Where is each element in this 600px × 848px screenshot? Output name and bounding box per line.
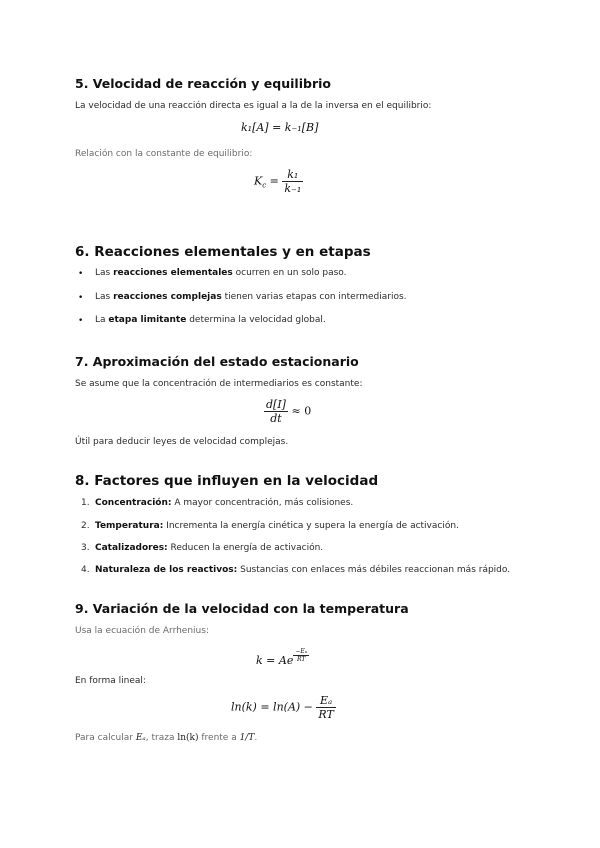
kc-symbol: K [254,174,263,188]
activation-energy-note: Para calcular Eₐ, traza ln(k) frente a 1/T. [75,733,258,743]
linear-lhs: ln(k) = ln(A) − [231,700,313,714]
linear-arrhenius-equation [231,694,336,721]
kc-equation: $K_c$ = $\frac{\text{k₁}}{\text{k₋₁}}$ [254,168,302,195]
arrhenius-equation [256,648,309,667]
steady-state-rhs: ≈ 0 [291,404,312,418]
equilibrium-rate-equation: k₁[A] = k₋₁[B] [241,121,319,134]
kc-denominator: k₋₁ [284,182,302,195]
steady-state-fraction [264,398,288,425]
arrhenius-lhs: k = Ae [256,654,294,667]
document-page: 5. Velocidad de reacción y equilibrio La velocidad de una reacción directa es igual a la de la inversa en el equilibrio: k₁[A] = k₋₁[B] Relación con la constante de equilibrio: $K_c$ = $\frac{\text{k₁}}{\text{k₋₁}}$ 6. Reacciones elementales y en etapas • Las reacciones elementales ocurren en un solo paso. • Las reacciones complejas tienen varias etapas con intermediarios. • La etapa limitante determina la velocidad global. 7. Aproximación del estado estacionario Se asume que la concentración de intermediarios es constante: $\frac{d[I]}{dt}$ ≈ 0 Útil para deducir leyes de velocidad complejas. 8. Factores que influyen en la velocidad 1. Concentración: A mayor concentración, más colisiones. 2. Temperatura: Incrementa la energía cinética y supera la energía de activación. 3. Catalizadores: Reducen la energía de activación. 4. Naturaleza de los reactivos: Sustancias con enlaces más débiles reaccionan más rápido. 9. Variación de la velocidad con la temperatura Usa la ecuación de Arrhenius: k = Ae $^{\frac{\text{−Eₐ}}{RT}}$ En forma lineal: ln(k) = ln(A) − $\frac{\text{Eₐ}}{RT}$ Para calcular Eₐ, traza ln(k) frente a 1/T. [75,76,511,743]
linear-denominator: RT [318,708,334,721]
steady-state-numerator: d[I] [266,398,286,411]
steady-state-denominator: dt [270,412,282,425]
steady-state-equation [264,398,311,425]
section-9-heading: 9. Variación de la velocidad con la temperatura [75,601,409,616]
arrhenius-exponent: −Eₐ RT [295,648,308,663]
linear-form-label: En forma lineal: [75,676,146,686]
section-7-note: Útil para deducir leyes de velocidad complejas. [75,437,289,447]
bullet-icon: • [78,316,84,326]
linear-fraction [316,694,335,721]
section-9-intro: Usa la ecuación de Arrhenius: [75,626,209,636]
kc-numerator: k₁ [282,168,303,182]
kc-fraction [282,168,303,195]
section-8-heading: 8. Factores que influyen en la velocidad [75,473,379,489]
section-7-heading: 7. Aproximación del estado estacionario [75,354,359,369]
bullet-icon: • [78,293,84,303]
section-6-heading: 6. Reacciones elementales y en etapas [75,244,371,260]
section-5-intro: La velocidad de una reacción directa es igual a la de la inversa en el equilibrio: [75,101,432,111]
section-7-intro: Se asume que la concentración de intermediarios es constante: [75,379,363,389]
linear-numerator: Eₐ [316,694,335,708]
kc-subscript: c [262,181,267,190]
section-5-heading: 5. Velocidad de reacción y equilibrio [75,76,331,91]
equilibrium-constant-relation: Relación con la constante de equilibrio: [75,149,253,159]
bullet-icon: • [78,269,84,279]
